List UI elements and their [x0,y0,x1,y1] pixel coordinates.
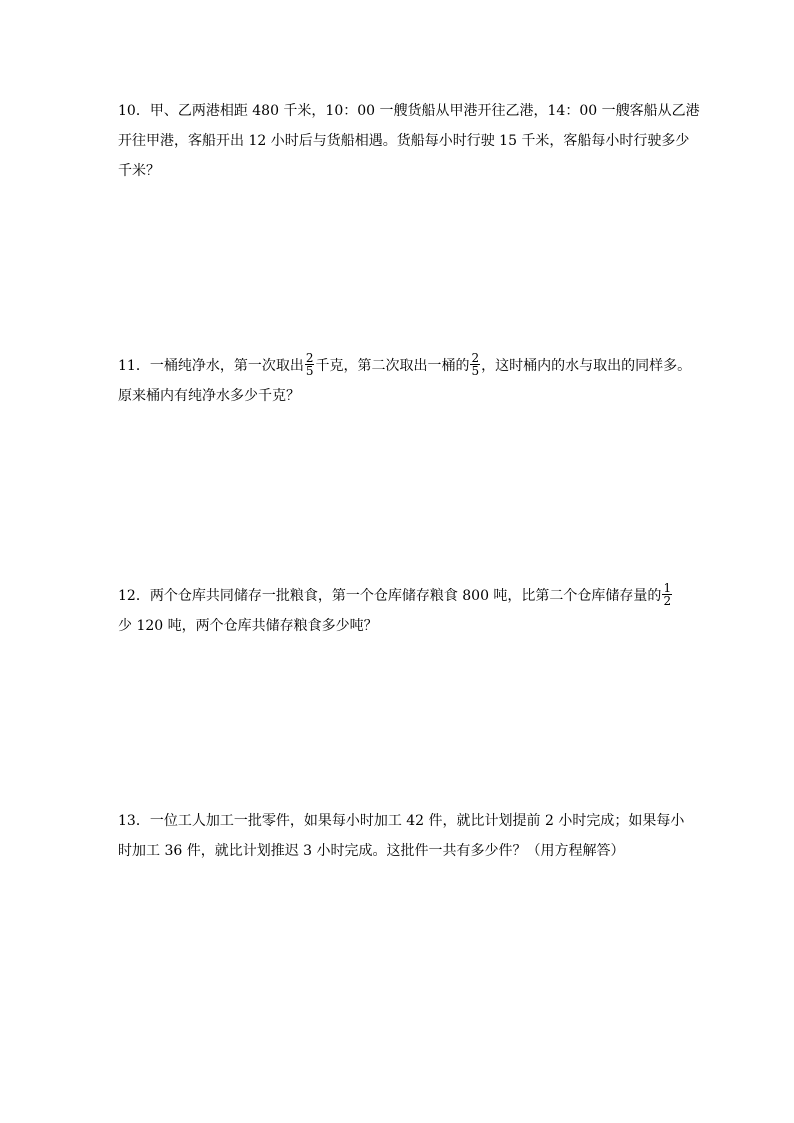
problem-12-line-1 [118,581,678,611]
fraction-two-fifths-2 [470,352,480,377]
problem-10 [118,96,700,186]
problem-11-text-b: 千克，第二次取出一桶的 [315,358,470,374]
fraction-denominator: 5 [305,363,314,378]
fraction-numerator: 2 [471,350,480,365]
problem-10-line-1: 10．甲、乙两港相距 480 千米，10：00 一艘货船从甲港开往乙港，14：00 一艘客船从乙港 [118,103,700,119]
problem-11-line-2: 原来桶内有纯净水多少千克？ [118,388,300,404]
fraction-denominator: 5 [471,363,480,378]
problem-13-line-1: 13．一位工人加工一批零件，如果每小时加工 42 件，就比计划提前 2 小时完成；如果每小 [118,813,685,829]
problem-12-text-a: 12．两个仓库共同储存一批粮食，第一个仓库储存粮食 800 吨，比第二个仓库储存量的 [118,588,662,604]
problem-10-line-3: 千米？ [118,163,160,179]
problem-13 [118,806,685,866]
problem-11-text-a: 11．一桶纯净水，第一次取出 [118,358,304,374]
problem-12-line-2: 少 120 吨，两个仓库共储存粮食多少吨？ [118,618,378,634]
fraction-numerator: 1 [663,580,672,595]
fraction-two-fifths-1 [305,352,315,377]
problem-12 [118,581,678,641]
fraction-numerator: 2 [305,350,314,365]
problem-13-line-2: 时加工 36 件，就比计划推迟 3 小时完成。这批件一共有多少件？（用方程解答） [118,843,625,859]
problem-10-line-2: 开往甲港，客船开出 12 小时后与货船相遇。货船每小时行驶 15 千米，客船每小时行驶多少 [118,133,690,149]
problem-11-line-1 [118,350,692,381]
fraction-one-half [662,582,672,607]
problem-11 [118,350,692,411]
fraction-denominator: 2 [663,593,672,608]
problem-11-text-c: ，这时桶内的水与取出的同样多。 [481,358,692,374]
